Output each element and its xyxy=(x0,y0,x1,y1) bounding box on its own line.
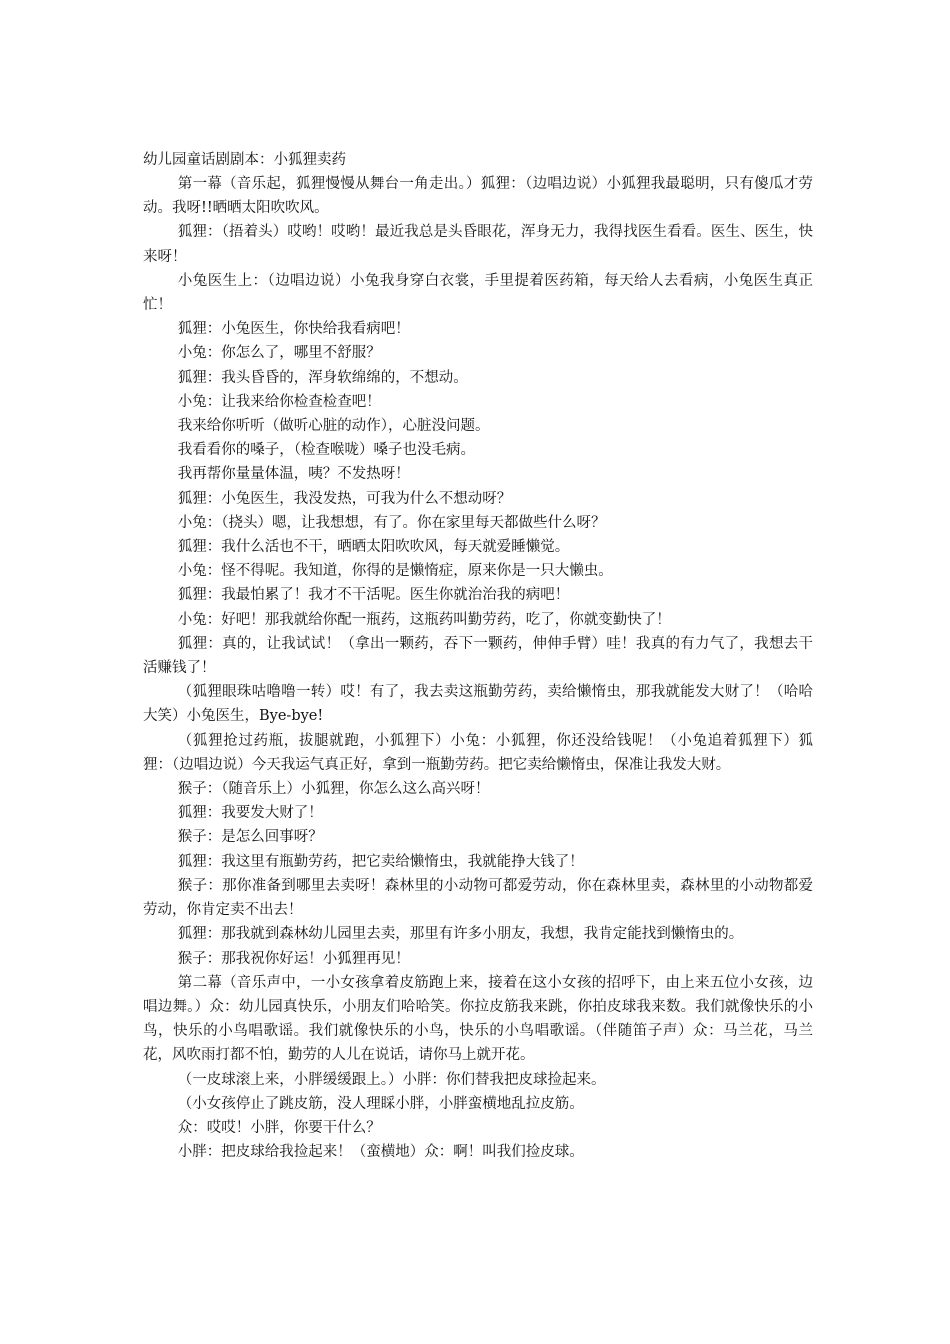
paragraph: 狐狸：那我就到森林幼儿园里去卖，那里有许多小朋友，我想，我肯定能找到懒惰虫的。 xyxy=(177,926,744,943)
document-page xyxy=(143,148,813,1164)
paragraph: 狐狸：我什么活也不干，晒晒太阳吹吹风，每天就爱睡懒觉。 xyxy=(177,539,570,556)
paragraph: 狐狸：我头昏昏的，浑身软绵绵的，不想动。 xyxy=(177,369,468,386)
paragraph: （狐狸眼珠咕噜噜一转）哎！有了，我去卖这瓶勤劳药，卖给懒惰虫，那我就能发大财了！（哈哈大笑）小兔医生，Bye-bye! xyxy=(143,684,813,725)
paragraph: 第二幕（音乐声中，一小女孩拿着皮筋跑上来，接着在这小女孩的招呼下，由上来五位小女孩，边唱边舞。）众：幼儿园真快乐，小朋友们哈哈笑。你拉皮筋我来跳，你拍皮球我来数。我们就像快乐的小鸟，快乐的小鸟唱歌谣。我们就像快乐的小鸟，快乐的小鸟唱歌谣。（伴随笛子声）众：马兰花，马兰花，风吹雨打都不怕，勤劳的人儿在说话，请你马上就开花。 xyxy=(143,974,813,1064)
paragraph: 狐狸：我这里有瓶勤劳药，把它卖给懒惰虫，我就能挣大钱了！ xyxy=(177,853,584,870)
paragraph: 第一幕（音乐起，狐狸慢慢从舞台一角走出。）狐狸：（边唱边说）小狐狸我最聪明，只有傻瓜才劳动。我呀!!晒晒太阳吹吹风。 xyxy=(143,176,813,217)
paragraph: 狐狸：真的，让我试试！（拿出一颗药，吞下一颗药，伸伸手臂）哇！我真的有力气了，我想去干活赚钱了！ xyxy=(143,635,813,677)
paragraph: 猴子：那你准备到哪里去卖呀！森林里的小动物可都爱劳动，你在森林里卖，森林里的小动物都爱劳动，你肯定卖不出去！ xyxy=(143,877,813,919)
paragraph: 狐狸：我要发大财了！ xyxy=(177,805,323,822)
paragraph: 众：哎哎！小胖，你要干什么？ xyxy=(177,1119,381,1136)
paragraph: 我再帮你量量体温，咦？不发热呀！ xyxy=(177,466,410,483)
paragraph: 猴子：（随音乐上）小狐狸，你怎么这么高兴呀！ xyxy=(177,781,490,798)
paragraph: 猴子：那我祝你好运！小狐狸再见！ xyxy=(177,950,410,967)
paragraph: 我看看你的嗓子，（检查喉咙）嗓子也没毛病。 xyxy=(177,442,476,459)
paragraph: （一皮球滚上来，小胖缓缓跟上。）小胖：你们替我把皮球捡起来。 xyxy=(177,1071,606,1088)
paragraph: 我来给你听听（做听心脏的动作），心脏没问题。 xyxy=(177,418,490,435)
paragraph: 小兔：怪不得呢。我知道，你得的是懒惰症，原来你是一只大懒虫。 xyxy=(177,563,613,580)
paragraph: （小女孩停止了跳皮筋，没人理睬小胖，小胖蛮横地乱拉皮筋。 xyxy=(177,1095,584,1112)
paragraph: 狐狸：我最怕累了！我才不干活呢。医生你就治治我的病吧！ xyxy=(177,587,570,604)
paragraph: 小兔：你怎么了，哪里不舒服？ xyxy=(177,345,381,362)
paragraph: 小胖：把皮球给我捡起来！（蛮横地）众：啊！叫我们捡皮球。 xyxy=(177,1144,584,1161)
paragraph: 狐狸：小兔医生，我没发热，可我为什么不想动呀？ xyxy=(177,490,512,507)
paragraph: 小兔医生上：（边唱边说）小兔我身穿白衣裳，手里提着医药箱，每天给人去看病，小兔医生真正忙！ xyxy=(143,272,813,314)
document-title: 幼儿园童话剧剧本：小狐狸卖药 xyxy=(143,152,346,168)
paragraph: （狐狸抢过药瓶，拔腿就跑，小狐狸下）小兔：小狐狸，你还没给钱呢！（小兔追着狐狸下）狐狸：（边唱边说）今天我运气真正好，拿到一瓶勤劳药。把它卖给懒惰虫，保准让我发大财。 xyxy=(143,732,813,773)
paragraph: 小兔：好吧！那我就给你配一瓶药，这瓶药叫勤劳药，吃了，你就变勤快了！ xyxy=(177,611,671,628)
paragraph: 小兔：让我来给你检查检查吧！ xyxy=(177,393,381,410)
paragraph: 狐狸：小兔医生，你快给我看病吧！ xyxy=(177,321,410,338)
paragraph: 狐狸：（捂着头）哎哟！哎哟！最近我总是头昏眼花，浑身无力，我得找医生看看。医生、医生，快来呀！ xyxy=(143,224,813,265)
paragraph: 猴子：是怎么回事呀？ xyxy=(177,829,323,846)
document-body xyxy=(143,172,813,1164)
paragraph: 小兔：（挠头）嗯，让我想想，有了。你在家里每天都做些什么呀？ xyxy=(177,514,606,531)
